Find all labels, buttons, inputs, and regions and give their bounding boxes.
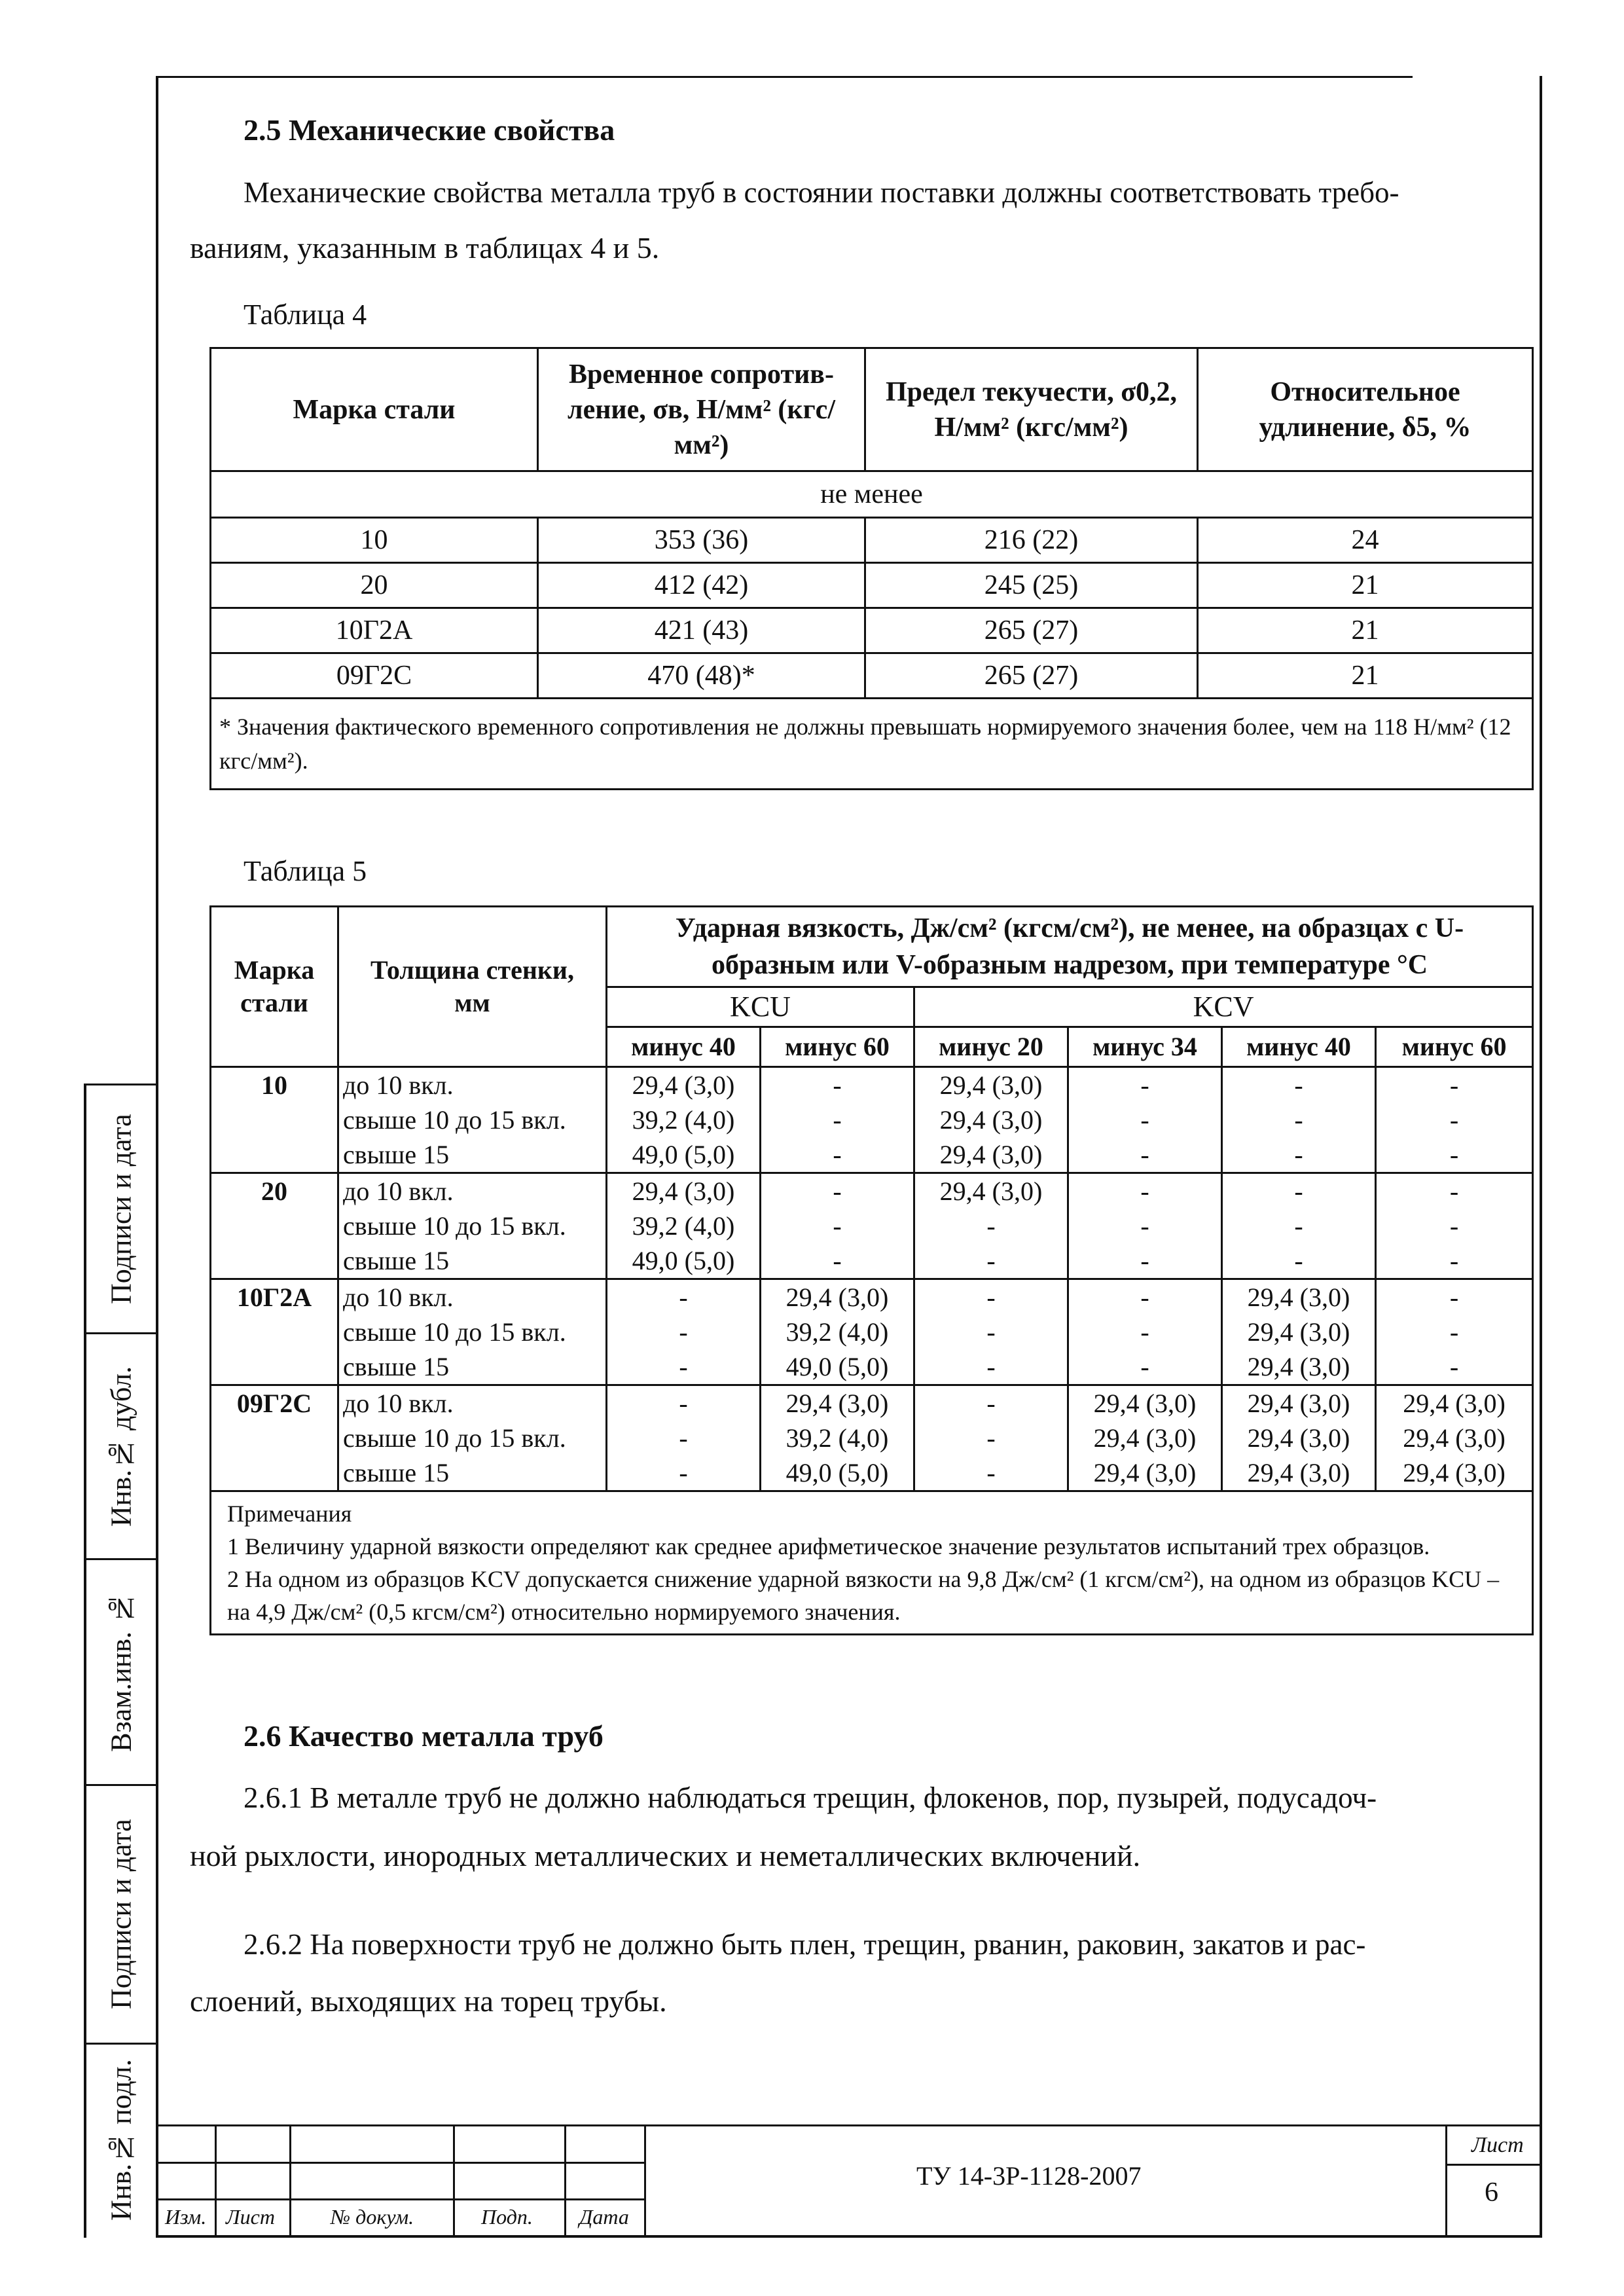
- table5-header-grade: Марка стали: [211, 907, 338, 1067]
- sheet-label: Лист: [1471, 2133, 1524, 2157]
- table-row: [211, 1243, 1533, 1279]
- table5-value-cell: -: [607, 1349, 761, 1385]
- table-row: [211, 563, 1533, 608]
- table5-value-cell: -: [761, 1243, 914, 1279]
- table5-value-cell: 29,4 (3,0): [1376, 1455, 1533, 1491]
- table4-footnote-row: [211, 699, 1533, 790]
- table5-value-cell: -: [1068, 1209, 1222, 1243]
- table5-thickness-cell: до 10 вкл.: [338, 1385, 607, 1421]
- table4-cell: 265 (27): [865, 608, 1198, 653]
- table5-value-cell: -: [1376, 1067, 1533, 1103]
- table5-header-temp: минус 40: [607, 1027, 761, 1067]
- table5-notes: [211, 1491, 1533, 1635]
- table5-value-cell: 49,0 (5,0): [761, 1349, 914, 1385]
- table5-value-cell: -: [1222, 1102, 1376, 1137]
- table5-value-cell: 29,4 (3,0): [607, 1067, 761, 1103]
- table-row: [211, 608, 1533, 653]
- table4-cell: 353 (36): [538, 518, 865, 563]
- table4-cell: 10Г2А: [211, 608, 538, 653]
- table5-header-kcu: KCU: [607, 987, 914, 1027]
- table4-cell: 24: [1198, 518, 1533, 563]
- table5-value-cell: -: [914, 1385, 1068, 1421]
- table5-value-cell: -: [1068, 1137, 1222, 1173]
- table5-grade-cell: 10Г2А: [211, 1279, 338, 1385]
- table4-cell: 216 (22): [865, 518, 1198, 563]
- table-row: [211, 1455, 1533, 1491]
- table-row: [211, 1385, 1533, 1421]
- table5-value-cell: 29,4 (3,0): [914, 1102, 1068, 1137]
- table5-value-cell: -: [914, 1209, 1068, 1243]
- table5-value-cell: -: [607, 1421, 761, 1455]
- table5-value-cell: -: [761, 1067, 914, 1103]
- table5-header-temp: минус 20: [914, 1027, 1068, 1067]
- table4-cell: 21: [1198, 653, 1533, 699]
- title-block-col-list: Лист: [226, 2205, 275, 2229]
- table5-value-cell: -: [1222, 1243, 1376, 1279]
- table4: [209, 347, 1534, 790]
- table5-value-cell: -: [914, 1243, 1068, 1279]
- table-row: [211, 1315, 1533, 1349]
- table5-value-cell: 29,4 (3,0): [607, 1173, 761, 1209]
- table5-notes-row: [211, 1491, 1533, 1635]
- table5-thickness-cell: свыше 10 до 15 вкл.: [338, 1315, 607, 1349]
- table5-thickness-cell: свыше 15: [338, 1243, 607, 1279]
- table4-cell: 245 (25): [865, 563, 1198, 608]
- stamp-cell-signatures-1: Подписи и дата: [105, 1114, 137, 1304]
- section-2-6-p2-line2: слоений, выходящих на торец трубы.: [190, 1984, 667, 2018]
- table5-value-cell: -: [1376, 1279, 1533, 1315]
- table5-value-cell: 39,2 (4,0): [761, 1315, 914, 1349]
- frame-right: [1540, 76, 1542, 2238]
- table5-value-cell: -: [1068, 1173, 1222, 1209]
- table5-thickness-cell: свыше 10 до 15 вкл.: [338, 1209, 607, 1243]
- document-code: ТУ 14-3Р-1128-2007: [916, 2161, 1142, 2191]
- table4-cell: 21: [1198, 608, 1533, 653]
- table5-value-cell: -: [761, 1209, 914, 1243]
- table5-body: [211, 1067, 1533, 1491]
- table5-value-cell: -: [1376, 1173, 1533, 1209]
- section-2-5-heading: 2.5 Механические свойства: [244, 113, 615, 147]
- table4-cell: 10: [211, 518, 538, 563]
- section-2-6-p1-line1: 2.6.1 В металле труб не должно наблюдаться трещин, флокенов, пор, пузырей, подусадоч-: [244, 1781, 1377, 1814]
- table5-value-cell: 39,2 (4,0): [607, 1102, 761, 1137]
- table5-value-cell: -: [914, 1315, 1068, 1349]
- table5-header-temp: минус 60: [1376, 1027, 1533, 1067]
- table5-value-cell: -: [1068, 1243, 1222, 1279]
- table5-value-cell: -: [914, 1279, 1068, 1315]
- table5-thickness-cell: до 10 вкл.: [338, 1067, 607, 1103]
- table4-cell: 470 (48)*: [538, 653, 865, 699]
- table5-header-temp: минус 34: [1068, 1027, 1222, 1067]
- table5-thickness-cell: свыше 15: [338, 1349, 607, 1385]
- table5-value-cell: 49,0 (5,0): [607, 1137, 761, 1173]
- table-row: [211, 1209, 1533, 1243]
- table5-value-cell: 29,4 (3,0): [1222, 1455, 1376, 1491]
- table5-value-cell: -: [914, 1421, 1068, 1455]
- table5-value-cell: -: [1376, 1243, 1533, 1279]
- table5-header-temp: минус 60: [761, 1027, 914, 1067]
- table5-thickness-cell: свыше 15: [338, 1137, 607, 1173]
- table5-value-cell: 29,4 (3,0): [1068, 1385, 1222, 1421]
- stamp-cell-signatures-2: Подписи и дата: [105, 1819, 137, 2010]
- table5-value-cell: -: [1222, 1209, 1376, 1243]
- table5-header-temp: минус 40: [1222, 1027, 1376, 1067]
- table5-value-cell: -: [1376, 1209, 1533, 1243]
- table4-cell: 20: [211, 563, 538, 608]
- table5-value-cell: 29,4 (3,0): [1222, 1385, 1376, 1421]
- table5-value-cell: -: [607, 1455, 761, 1491]
- title-block-col-izm: Изм.: [165, 2205, 207, 2229]
- table5-notes-title: Примечания: [227, 1501, 352, 1527]
- title-block-col-doc: № докум.: [331, 2205, 414, 2229]
- table5-value-cell: -: [1222, 1173, 1376, 1209]
- table4-header-row: [211, 348, 1533, 471]
- table5-value-cell: -: [761, 1102, 914, 1137]
- table5-thickness-cell: свыше 15: [338, 1455, 607, 1491]
- section-2-6-p2-line1: 2.6.2 На поверхности труб не должно быть плен, трещин, рванин, раковин, закатов и рас-: [244, 1928, 1366, 1961]
- table4-footnote: * Значения фактического временного сопротивления не должны превышать нормируемого значения более, чем на 118 Н/мм² (12 кгс/мм²).: [211, 699, 1533, 790]
- table4-header-yield: Предел текучести, σ0,2, Н/мм² (кгс/мм²): [865, 348, 1198, 471]
- table5-value-cell: -: [1068, 1279, 1222, 1315]
- table-row: [211, 1349, 1533, 1385]
- table4-not-less-row: [211, 471, 1533, 518]
- table5-value-cell: 29,4 (3,0): [761, 1385, 914, 1421]
- section-2-6-p1-line2: ной рыхлости, инородных металлических и неметаллических включений.: [190, 1839, 1141, 1872]
- table5-value-cell: 29,4 (3,0): [1222, 1315, 1376, 1349]
- frame-bottom: [156, 2235, 1542, 2238]
- table5-value-cell: 29,4 (3,0): [914, 1137, 1068, 1173]
- table5-header-thickness: Толщина стенки, мм: [338, 907, 607, 1067]
- table5-value-cell: -: [607, 1315, 761, 1349]
- table5-value-cell: 29,4 (3,0): [1222, 1349, 1376, 1385]
- table5-value-cell: 49,0 (5,0): [607, 1243, 761, 1279]
- table5-header-row-1: [211, 907, 1533, 987]
- table5-value-cell: 29,4 (3,0): [914, 1067, 1068, 1103]
- table5-value-cell: -: [607, 1385, 761, 1421]
- table4-header-elongation: Относительное удлинение, δ5, %: [1198, 348, 1533, 471]
- table4-cell: 421 (43): [538, 608, 865, 653]
- table5-value-cell: -: [1376, 1137, 1533, 1173]
- table5-value-cell: 49,0 (5,0): [761, 1455, 914, 1491]
- table5-value-cell: -: [1376, 1315, 1533, 1349]
- table-row: [211, 1102, 1533, 1137]
- stamp-cell-inv-dubl: Инв.№ дубл.: [105, 1366, 137, 1527]
- table5-value-cell: -: [1222, 1067, 1376, 1103]
- table4-header-grade: Марка стали: [211, 348, 538, 471]
- table4-caption: Таблица 4: [244, 299, 367, 331]
- section-2-5-para-line1: Механические свойства металла труб в состоянии поставки должны соответствовать требо-: [244, 176, 1399, 209]
- title-block-col-date: Дата: [579, 2205, 629, 2229]
- table-row: [211, 653, 1533, 699]
- table5-header-kcv: KCV: [914, 987, 1533, 1027]
- table4-cell: 265 (27): [865, 653, 1198, 699]
- table4-cell: 09Г2С: [211, 653, 538, 699]
- table5-value-cell: 29,4 (3,0): [1376, 1385, 1533, 1421]
- table5-caption: Таблица 5: [244, 855, 367, 887]
- table-row: [211, 1421, 1533, 1455]
- sheet-number: 6: [1485, 2178, 1498, 2208]
- table5-value-cell: -: [761, 1137, 914, 1173]
- table-row: [211, 518, 1533, 563]
- table5-value-cell: -: [1068, 1315, 1222, 1349]
- frame-left: [156, 77, 158, 2238]
- table5-note-2: 2 На одном из образцов KCV допускается снижение ударной вязкости на 9,8 Дж/см² (1 кгсм/см²), на одном из образцов KCU – на 4,9 Дж/см² (0,5 кгсм/см²) относительно нормируемого значения.: [227, 1566, 1500, 1625]
- table5-value-cell: -: [1068, 1067, 1222, 1103]
- table5-value-cell: -: [761, 1173, 914, 1209]
- stamp-cell-inv-podl: Инв.№ подл.: [105, 2059, 137, 2221]
- table5-value-cell: -: [914, 1349, 1068, 1385]
- section-2-5-para-line2: ваниям, указанным в таблицах 4 и 5.: [190, 231, 660, 264]
- table5-value-cell: 29,4 (3,0): [1222, 1279, 1376, 1315]
- table5-note-1: 1 Величину ударной вязкости определяют как среднее арифметическое значение результатов испытаний трех образцов.: [227, 1533, 1430, 1559]
- table5-value-cell: 39,2 (4,0): [761, 1421, 914, 1455]
- table-row: [211, 1279, 1533, 1315]
- title-block-col-sign: Подп.: [481, 2205, 533, 2229]
- table5-value-cell: -: [1068, 1102, 1222, 1137]
- table5-value-cell: -: [1222, 1137, 1376, 1173]
- table4-cell: 412 (42): [538, 563, 865, 608]
- table4-not-less: не менее: [211, 471, 1533, 518]
- table5-value-cell: -: [607, 1279, 761, 1315]
- frame-top: [156, 76, 1413, 78]
- table5: [209, 905, 1534, 1635]
- table5-value-cell: 29,4 (3,0): [1376, 1421, 1533, 1455]
- table4-header-tensile: Временное сопротив- ление, σв, Н/мм² (кгс/мм²): [538, 348, 865, 471]
- table5-value-cell: 29,4 (3,0): [1068, 1455, 1222, 1491]
- table5-thickness-cell: свыше 10 до 15 вкл.: [338, 1421, 607, 1455]
- table5-grade-cell: 20: [211, 1173, 338, 1279]
- table5-grade-cell: 09Г2С: [211, 1385, 338, 1491]
- stamp-cell-vzam-inv: Взам.инв. №: [105, 1592, 137, 1752]
- table5-value-cell: 29,4 (3,0): [914, 1173, 1068, 1209]
- table5-header-impact: Ударная вязкость, Дж/см² (кгсм/см²), не менее, на образцах с U-образным или V-образным надрезом, при температуре °С: [607, 907, 1533, 987]
- table5-value-cell: 29,4 (3,0): [761, 1279, 914, 1315]
- table5-thickness-cell: до 10 вкл.: [338, 1173, 607, 1209]
- table5-value-cell: -: [1068, 1349, 1222, 1385]
- table5-value-cell: 29,4 (3,0): [1068, 1421, 1222, 1455]
- table5-value-cell: 39,2 (4,0): [607, 1209, 761, 1243]
- table5-grade-cell: 10: [211, 1067, 338, 1173]
- table5-value-cell: -: [1376, 1349, 1533, 1385]
- table5-value-cell: -: [1376, 1102, 1533, 1137]
- table-row: [211, 1173, 1533, 1209]
- table-row: [211, 1137, 1533, 1173]
- table5-value-cell: -: [914, 1455, 1068, 1491]
- table5-thickness-cell: до 10 вкл.: [338, 1279, 607, 1315]
- section-2-6-heading: 2.6 Качество металла труб: [244, 1719, 604, 1753]
- table4-cell: 21: [1198, 563, 1533, 608]
- table5-thickness-cell: свыше 10 до 15 вкл.: [338, 1102, 607, 1137]
- table5-value-cell: 29,4 (3,0): [1222, 1421, 1376, 1455]
- table-row: [211, 1067, 1533, 1103]
